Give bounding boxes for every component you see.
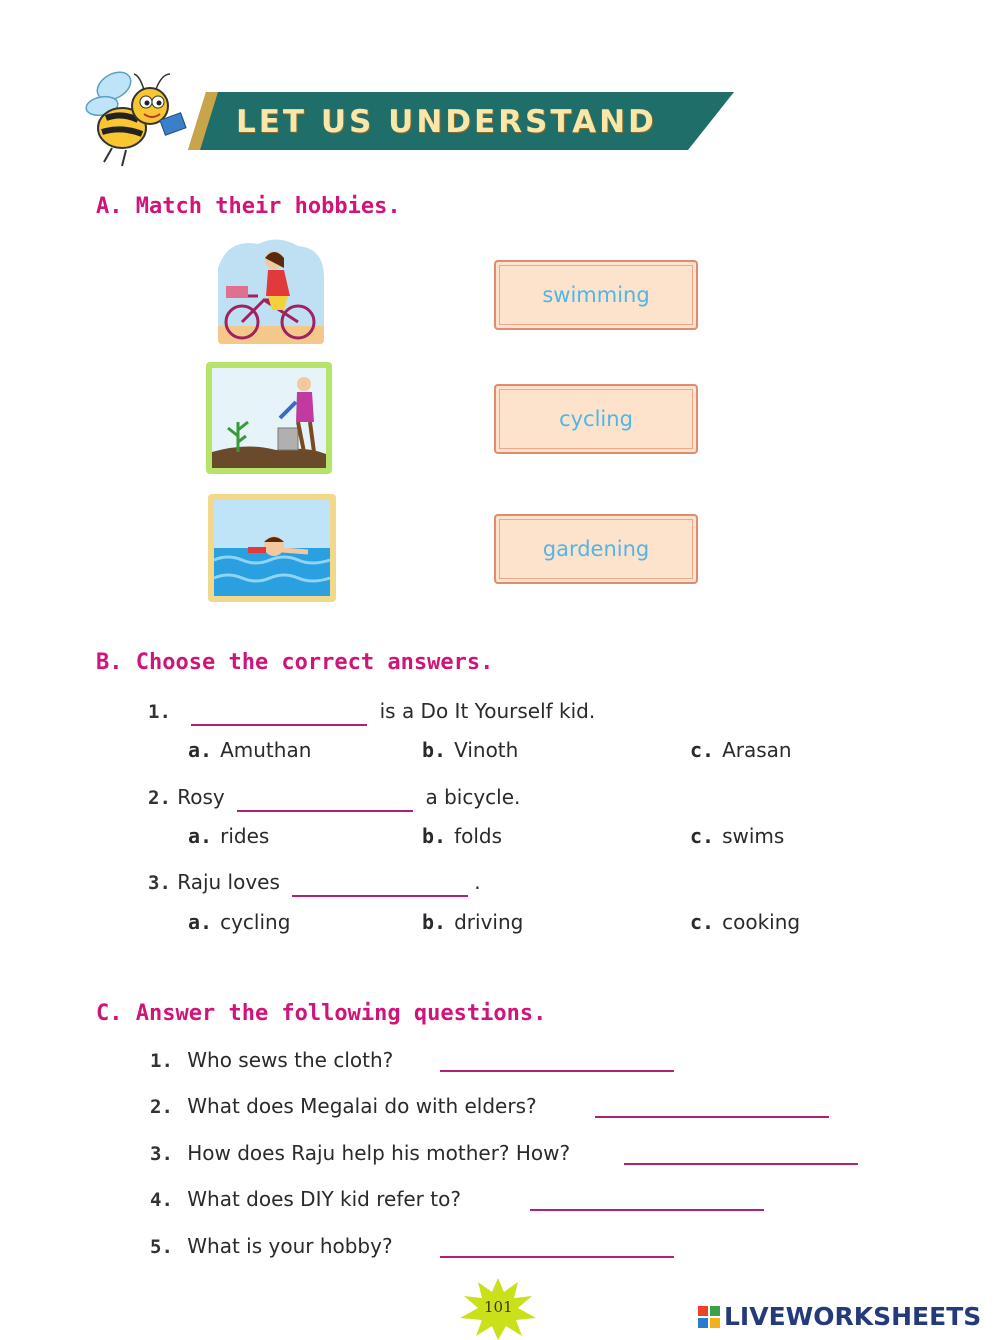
answer-question-3: [150, 1139, 570, 1167]
question-text-before: Raju loves: [177, 870, 280, 894]
word-box-cycling[interactable]: cycling: [494, 384, 698, 454]
liveworksheets-logo-icon: [698, 1306, 720, 1328]
option-3b[interactable]: [422, 910, 523, 934]
answer-blank-1[interactable]: [191, 706, 367, 726]
option-text: rides: [220, 824, 270, 848]
option-letter: b.: [422, 738, 447, 762]
option-letter: c.: [690, 824, 715, 848]
question-text: What does DIY kid refer to?: [187, 1187, 461, 1211]
answer-question-5: [150, 1232, 393, 1260]
bee-reading-icon: [82, 62, 192, 170]
page-number: 101: [484, 1298, 513, 1316]
option-3c[interactable]: [690, 910, 800, 934]
option-letter: c.: [690, 910, 715, 934]
question-number: 2.: [148, 787, 171, 809]
brand-name[interactable]: LIVEWORKSHEETS: [724, 1302, 982, 1331]
question-text-after: .: [474, 870, 481, 894]
answer-blank-2[interactable]: [237, 792, 413, 812]
answer-question-1: [150, 1046, 393, 1074]
option-1b[interactable]: [422, 738, 518, 762]
question-text: How does Raju help his mother? How?: [187, 1141, 571, 1165]
question-number: 1.: [150, 1050, 173, 1072]
option-letter: a.: [188, 824, 213, 848]
option-1a[interactable]: [188, 738, 311, 762]
option-letter: b.: [422, 824, 447, 848]
answer-question-4: [150, 1185, 461, 1213]
option-2b[interactable]: [422, 824, 502, 848]
option-letter: c.: [690, 738, 715, 762]
answer-line-3[interactable]: [624, 1163, 858, 1165]
choose-question-3: [148, 868, 481, 896]
girl-cycling-picture: [218, 238, 324, 344]
option-letter: a.: [188, 738, 213, 762]
answer-line-1[interactable]: [440, 1070, 674, 1072]
page-title: LET US UNDERSTAND: [236, 104, 657, 140]
question-text-before: Rosy: [177, 785, 225, 809]
option-letter: b.: [422, 910, 447, 934]
question-number: 5.: [150, 1236, 173, 1258]
question-text-after: a bicycle.: [425, 785, 521, 809]
option-text: Amuthan: [220, 738, 312, 762]
choose-question-1: [148, 697, 595, 725]
question-number: 4.: [150, 1189, 173, 1211]
answer-blank-3[interactable]: [292, 877, 468, 897]
option-text: cycling: [220, 910, 291, 934]
option-text: driving: [454, 910, 524, 934]
question-number: 2.: [150, 1096, 173, 1118]
option-text: cooking: [722, 910, 801, 934]
answer-line-5[interactable]: [440, 1256, 674, 1258]
answer-line-2[interactable]: [595, 1116, 829, 1118]
question-number: 3.: [150, 1143, 173, 1165]
question-text: What is your hobby?: [187, 1234, 393, 1258]
question-number: 3.: [148, 872, 171, 894]
option-letter: a.: [188, 910, 213, 934]
answer-line-4[interactable]: [530, 1209, 764, 1211]
boy-gardening-picture: [206, 362, 332, 474]
option-1c[interactable]: [690, 738, 792, 762]
answer-question-2: [150, 1092, 537, 1120]
question-text: Who sews the cloth?: [187, 1048, 394, 1072]
question-text-after: is a Do It Yourself kid.: [379, 699, 596, 723]
option-2a[interactable]: [188, 824, 269, 848]
girl-swimming-picture: [208, 494, 336, 602]
option-text: Arasan: [722, 738, 792, 762]
word-box-gardening[interactable]: gardening: [494, 514, 698, 584]
option-3a[interactable]: [188, 910, 290, 934]
word-box-swimming[interactable]: swimming: [494, 260, 698, 330]
section-a-heading: A. Match their hobbies.: [96, 194, 401, 219]
option-text: swims: [722, 824, 785, 848]
option-text: folds: [454, 824, 503, 848]
option-2c[interactable]: [690, 824, 784, 848]
question-number: 1.: [148, 701, 171, 723]
choose-question-2: [148, 783, 520, 811]
section-c-heading: C. Answer the following questions.: [96, 1001, 547, 1026]
question-text: What does Megalai do with elders?: [187, 1094, 537, 1118]
section-b-heading: B. Choose the correct answers.: [96, 650, 494, 675]
option-text: Vinoth: [454, 738, 519, 762]
